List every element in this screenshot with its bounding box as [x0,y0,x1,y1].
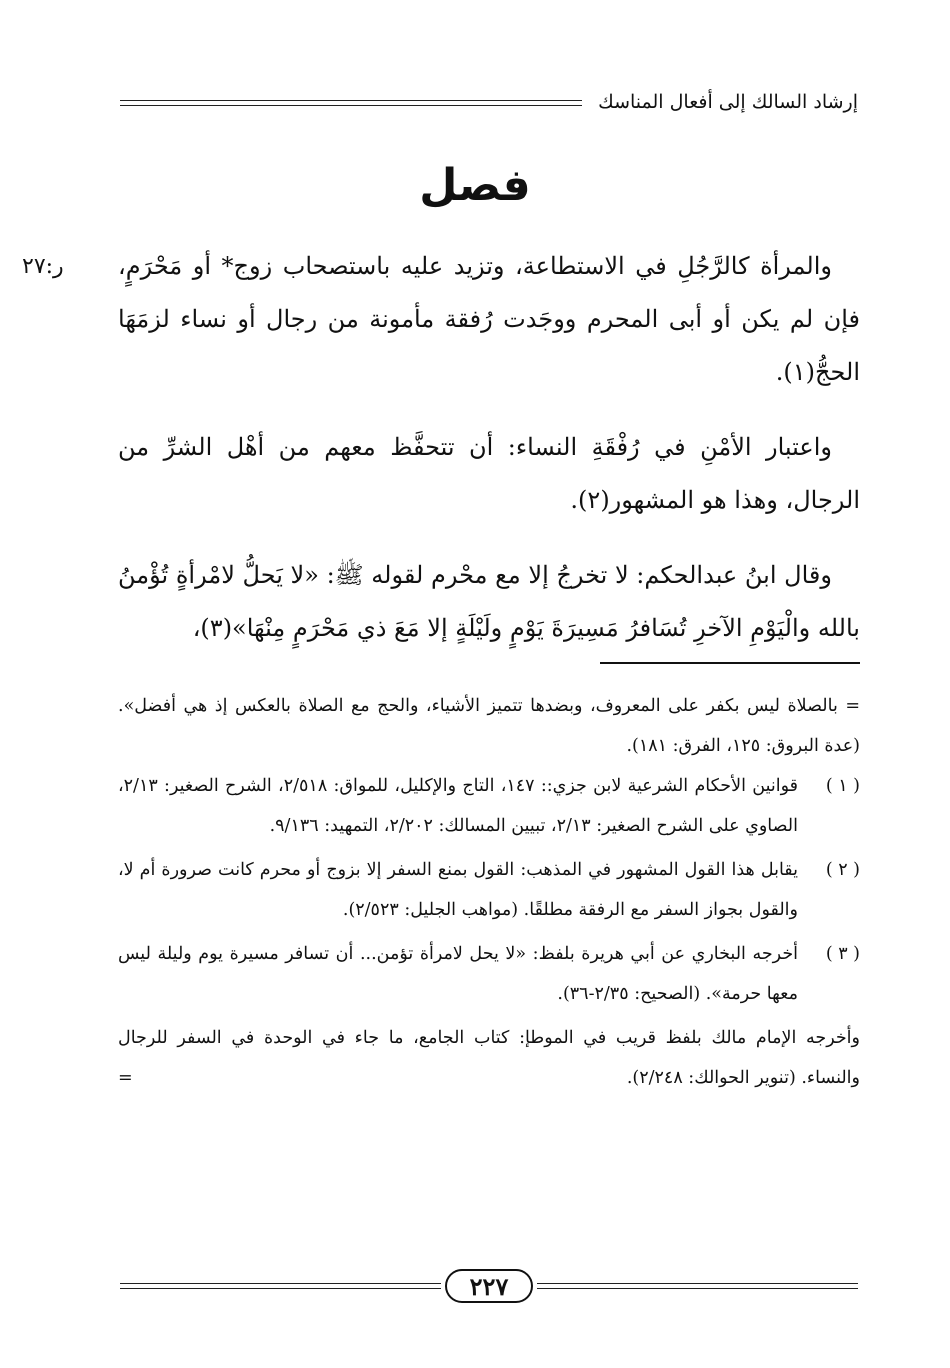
footnote-1 [118,766,860,846]
page-number: ٢٢٧ [445,1269,533,1303]
footnotes [118,686,860,1102]
footnote-separator [600,662,860,664]
footnote-number: ( ١ ) [825,776,860,796]
running-header-title: إرشاد السالك إلى أفعال المناسك [598,91,858,113]
continuation-mark: = [118,1068,133,1088]
footnote-extra-wrapper [118,1018,860,1098]
footnote-number: ( ٢ ) [825,860,860,880]
footnote-text: قوانين الأحكام الشرعية لابن جزي:: ١٤٧، التاج والإكليل، للمواق: ٢/٥١٨، الشرح الصغير: ٢/١٣، الصاوي على الشرح الصغير: ٢/١٣، تبيين المسالك: ٢/٢٠٢، التمهيد: ٩/١٣٦. [118,776,798,836]
running-header [120,82,858,122]
footnote-text: أخرجه البخاري عن أبي هريرة بلفظ: «لا يحل لامرأة تؤمن... أن تسافر مسيرة يوم وليلة ليس معها حرمة». (الصحيح: ٢/٣٥-٣٦). [118,944,798,1004]
margin-reference: ر:٢٧ [22,254,64,279]
footnote-number: ( ٣ ) [825,944,860,964]
footnote-2 [118,850,860,930]
main-text [118,240,860,677]
footnote-extra-text: وأخرجه الإمام مالك بلفظ قريب في الموطإ: كتاب الجامع، ما جاء في الوحدة في السفر للرجال والنساء. (تنوير الحوالك: ٢/٢٤٨). [118,1028,860,1088]
paragraph-2: واعتبار الأمْنِ في رُفْقَةِ النساء: أن تتحفَّظ معهم من أهْل الشرِّ من الرجال، وهذا هو المشهور(٢). [118,433,860,514]
paragraph-1: والمرأة كالرَّجُلِ في الاستطاعة، وتزيد عليه باستصحاب زوج* أو مَحْرَمٍ، فإن لم يكن أو أبى المحرم ووجَدت رُفقة مأمونة من رجال أو نساء لزمَهَا الحجُّ(١). [118,252,860,386]
footnote-3-extra [118,1018,860,1098]
footnote-text: يقابل هذا القول المشهور في المذهب: القول بمنع السفر إلا بزوج أو محرم كانت صرورة أم لا، والقول بجواز السفر مع الرفقة مطلقًا. (مواهب الجليل: ٢/٥٢٣). [118,860,798,920]
footer-rule-right [537,1283,858,1289]
paragraph-3: وقال ابنُ عبدالحكم: لا تخرجُ إلا مع محْرم لقوله ﷺ: «لا يَحلُّ لامْرأةٍ تُؤْمنُ بالله والْيَوْمِ الآخرِ تُسَافرُ مَسِيرَةَ يَوْمٍ ولَيْلَةٍ إلا مَعَ ذي مَحْرَمٍ مِنْهَا»(٣)، [118,561,860,642]
footer-rule-left [120,1283,441,1289]
page-footer [120,1264,858,1308]
footnote-continuation: = بالصلاة ليس بكفر على المعروف، وبضدها تتميز الأشياء، والحج مع الصلاة بالعكس إذ هي أفضل». (عدة البروق: ١٢٥، الفرق: ١٨١). [118,696,860,756]
footnote-3 [118,934,860,1014]
header-double-rule [120,100,582,106]
section-title: فصل [419,160,531,211]
